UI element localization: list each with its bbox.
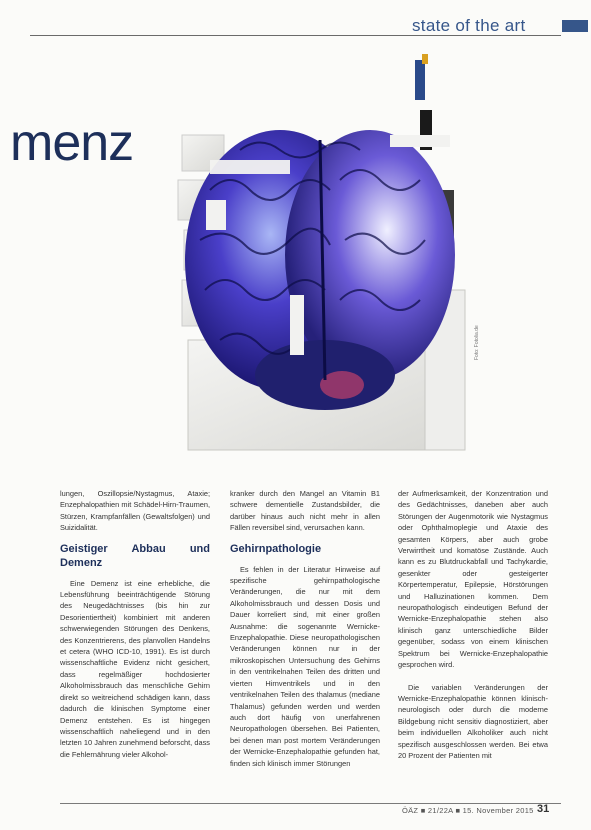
text-column-3 [398, 488, 548, 761]
section-label: state of the art [412, 16, 526, 35]
page-number: 31 [537, 803, 550, 815]
paragraph: kranker durch den Mangel an Vitamin B1 schwere dementielle Zustandsbilder, die darüber hinaus auch nicht mehr in allen Fällen reversibel sind, verursachen kann. [230, 489, 380, 533]
paragraph: Die variablen Veränderungen der Wernicke-Enzephalopathie können klinisch-neurologisch oder durch die moderne Bildgebung nicht sensitiv diagnostiziert, aber beim individuellen Alkoholiker auch nicht spezifisch ausgeschlossen werden. Bei etwa 20 Prozent der Patienten mit [398, 682, 548, 760]
brain-cube-illustration [170, 40, 485, 465]
text-column-2 [230, 488, 380, 769]
paragraph: Eine Demenz ist eine erhebliche, die Lebensführung beeinträchtigende Störung des Neugedächtnisses (bis hin zur Desorientiertheit) kombiniert mit anderen schwerwiegenden Störungen des Denkens, des Konzentrierens, des planvollen Handelns et cetera (WHO ICD-10, 1991). Es ist durch wissenschaftliche Evidenz nicht gesichert, dass regelmäßiger hochdosierter Alkoholmissbrauch das menschliche Gehirn direkt so weitreichend schädigen kann, dass dadurch die klinischen Symptome einer Demenz entstehen. Es ist hingegen wissenschaftlich naheliegend und in den letzten 10 Jahren zunehmend beforscht, dass die Fehlernährung vieler Alkohol- [60, 578, 210, 759]
article-headline: menz [10, 114, 134, 172]
paragraph: der Aufmerksamkeit, der Konzentration und des Gedächtnisses, daneben aber auch Störungen der Augenmotorik wie Nystagmus oder Ophthalmoplegie und Ataxie des gesamten Körpers, aber auch grobe Verwirrtheit und komatöse Zustände. Auch kann es zu Blutdruckabfall und Tachykardie, gesenkter oder gesteigerter Körpertemperatur, Epilepsie, Hörstörungen und Halluzinationen kommen. Dem neuropathologisch eindeutigen Befund der Wernicke-Enzephalopathie stehen also klinisch ganz unterschiedliche Bilder gegenüber, sodass von einem klinischen Spektrum bei Wernicke-Enzephalopathie gesprochen wird. [398, 489, 548, 670]
paragraph: lungen, Oszillopsie/Nystagmus, Ataxie; Enzephalopathien mit Schädel-Hirn-Traumen, Stürzen, Krampfanfällen (Gewaltsfolgen) und Suizidalität. [60, 489, 210, 533]
subheading: Gehirnpathologie [230, 542, 322, 555]
subheading: Geistiger Abbau und Demenz [60, 542, 210, 569]
journal-issue: ÖÄZ ■ 21/22A ■ 15. November 2015 [402, 806, 534, 815]
section-color-block [562, 20, 588, 32]
footer-rule [60, 803, 561, 804]
photo-credit: Foto: Fotolia.de [474, 325, 480, 360]
paragraph: Es fehlen in der Literatur Hinweise auf spezifische gehirnpathologische Veränderungen, die nur mit dem Alkoholmissbrauch und dessen Dosis und Dauer korreliert sind, mit einer großen Ausnahme: die sogenannte Wernicke-Enzephalopathie. Diese neuropathologischen Veränderungen können nur in der mikroskopischen Untersuchung des Gehirns in den ventrikelnahen Teilen des dritten und vierten Hirnventrikels und in den ventrikelnahen Teilen des thalamus (mediane Thalamus) gefunden werden und werden auch dort häufig von unerfahrenen Neuropathologen übersehen. Bei Patienten, bei denen man post mortem Veränderungen der Wernicke-Enzephalopathie gefunden hat, finden sich klinisch immer Störungen [230, 564, 380, 768]
text-column-1 [60, 488, 210, 760]
